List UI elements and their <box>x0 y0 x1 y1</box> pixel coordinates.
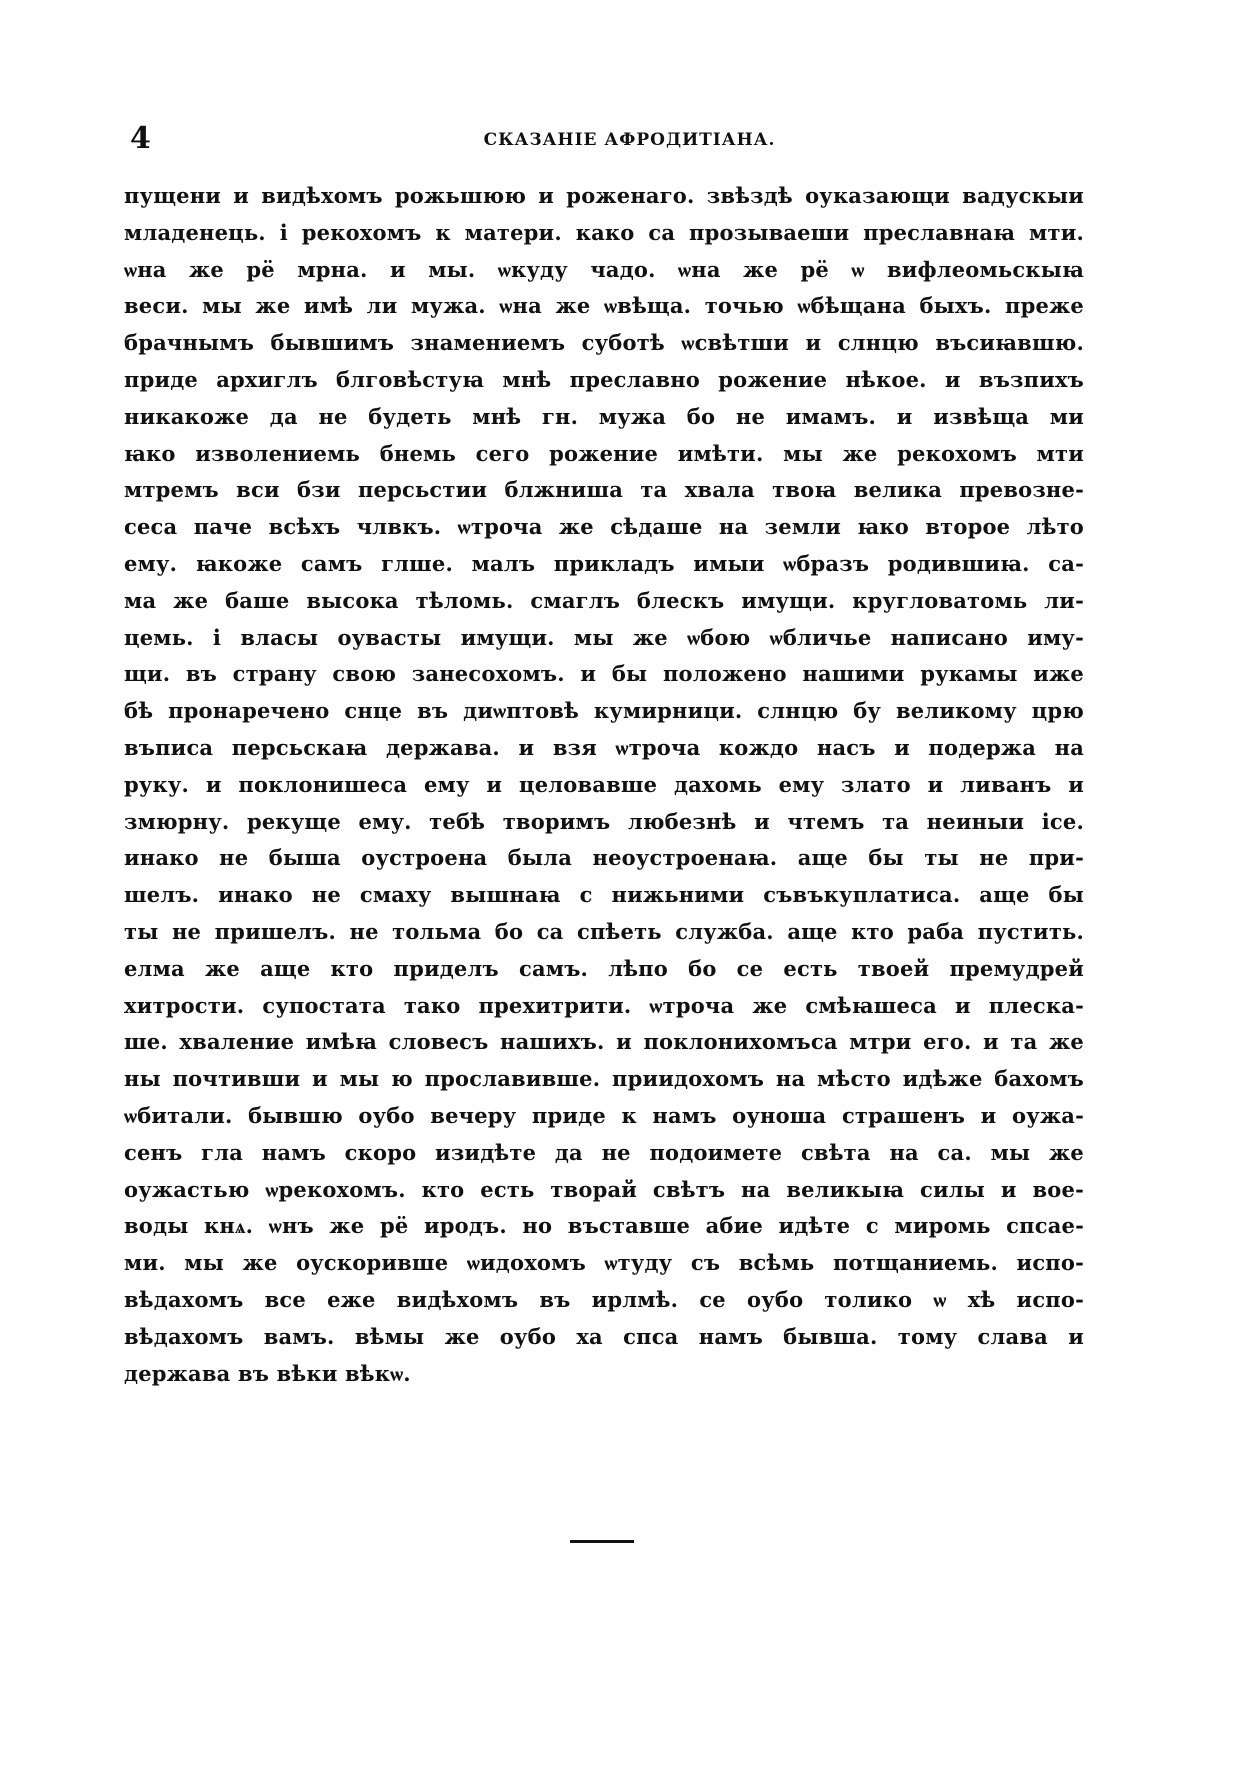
running-title: СКАЗАНІЕ АФРОДИТІАНА. <box>483 130 776 150</box>
text-line: ѡна же рё мрна. и мы. ѡкуду чадо. ѡна же рё ѡ вифлеомьскыꙗ <box>124 256 1084 282</box>
text-line: хитрости. супостата тако прехитрити. ѡтроча же смѣꙗшеса и плеска- <box>124 992 1084 1018</box>
text-line: ми. мы же оускоривше ѡидохомъ ѡтуду съ всѣмь потщаниемь. испо- <box>124 1250 1084 1276</box>
text-line: мтремъ вси бзи персьстии блжниша та хвала твоꙗ велика превозне- <box>124 477 1084 503</box>
text-line: младенець. і рекохомъ к матери. како са прозываеши преславнаꙗ мти. <box>124 219 1084 245</box>
text-line: ны почтивши и мы ю прославивше. приидохомъ на мѣсто идѣже бахомъ <box>124 1066 1084 1092</box>
text-line: ему. ꙗкоже самъ глше. малъ прикладъ имыи ѡбразъ родившиꙗ. са- <box>124 550 1084 576</box>
page-number: 4 <box>130 121 151 156</box>
text-line: ѡбитали. бывшю оубо вечеру приде к намъ оуноша страшенъ и оужа- <box>124 1102 1084 1128</box>
text-line: руку. и поклонишеса ему и целовавше дахомь ему злато и ливанъ и <box>124 771 1084 797</box>
text-line: оужастью ѡрекохомъ. кто есть творай свѣтъ на великыꙗ силы и вое- <box>124 1176 1084 1202</box>
text-line: ꙗко изволениемь бнемь сего рожение имѣти. мы же рекохомъ мти <box>124 440 1084 466</box>
body-text <box>124 178 1084 1392</box>
text-line: въписа персьскаꙗ держава. и взя ѡтроча кождо насъ и подержа на <box>124 734 1084 760</box>
text-line: пущени и видѣхомъ рожьшюю и роженаго. звѣздѣ оуказающи вадускыи <box>124 183 1084 208</box>
text-line: щи. въ страну свою занесохомъ. и бы положено нашими рукамы иже <box>124 661 1084 687</box>
text-line: веси. мы же имѣ ли мужа. ѡна же ѡвѣща. точью ѡбѣщана быхъ. преже <box>124 293 1084 319</box>
text-line: цемь. і власы оувасты имущи. мы же ѡбою ѡбличье написано иму- <box>124 624 1084 650</box>
text-line: бѣ пронаречено снце въ диѡптовѣ кумирници. слнцю бу великому црю <box>124 698 1084 724</box>
text-line: брачнымъ бывшимъ знамениемъ суботѣ ѡсвѣтши и слнцю въсиꙗвшю. <box>124 330 1084 356</box>
text-line: приде архиглъ блговѣстуꙗ мнѣ преславно рожение нѣкое. и възпихъ <box>124 366 1084 392</box>
text-line: ше. хваление имѣꙗ словесъ нашихъ. и поклонихомъса мтри его. и та же <box>124 1029 1084 1055</box>
text-line: вѣдахомъ вамъ. вѣмы же оубо ха спса намъ бывша. тому слава и <box>124 1323 1084 1349</box>
text-line: змюрну. рекуще ему. тебѣ творимъ любезнѣ и чтемъ та неиныи ісе. <box>124 808 1084 834</box>
text-line: сенъ гла намъ скоро изидѣте да не подоимете свѣта на са. мы же <box>124 1139 1084 1165</box>
text-line-last: держава въ вѣки вѣкѡ. <box>124 1360 411 1386</box>
text-line: вѣдахомъ все еже видѣхомъ въ ирлмѣ. се оубо толико ѡ хѣ испо- <box>124 1286 1084 1312</box>
text-line: воды кнѧ. ѡнъ же рё иродъ. но въставше абие идѣте с миромь спсае- <box>124 1213 1084 1239</box>
text-line: шелъ. инако не смаху вышнаꙗ с нижьними съвъкуплатиса. аще бы <box>124 882 1084 908</box>
text-line: ты не пришелъ. не тольма бо са спѣеть служба. аще кто раба пустить. <box>124 918 1084 944</box>
text-line: сеса паче всѣхъ члвкъ. ѡтроча же сѣдаше на земли ꙗко второе лѣто <box>124 514 1084 540</box>
text-line: инако не быша оустроена была неоустроенаꙗ. аще бы ты не при- <box>124 845 1084 871</box>
text-line: елма же аще кто приделъ самъ. лѣпо бо се есть твоей премудрей <box>124 955 1084 981</box>
text-line: никакоже да не будеть мнѣ гн. мужа бо не имамъ. и извѣща ми <box>124 403 1084 429</box>
text-line: ма же баше высока тѣломь. смаглъ блескъ имущи. кругловатомь ли- <box>124 587 1084 613</box>
end-rule <box>570 1540 634 1543</box>
